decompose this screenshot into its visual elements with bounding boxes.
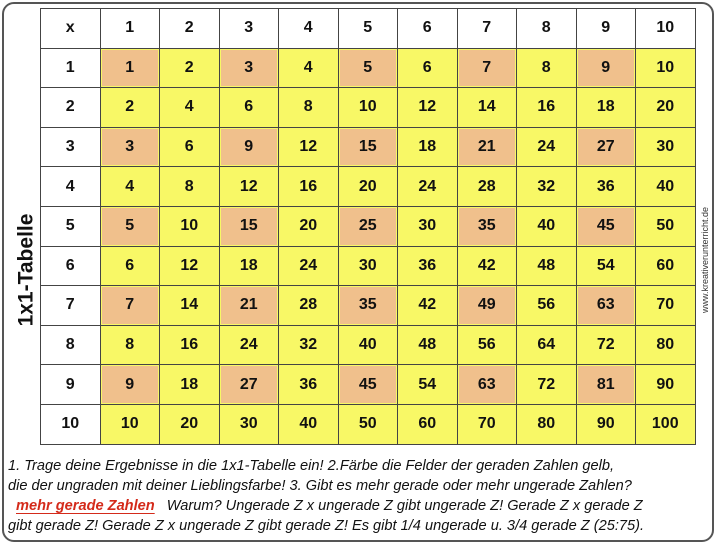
product-value: 42 (418, 296, 437, 314)
product-cell (576, 404, 636, 444)
product-value: 28 (299, 296, 318, 314)
product-cell (636, 246, 696, 286)
product-value: 56 (537, 296, 556, 314)
product-value: 18 (596, 98, 615, 116)
product-cell (517, 325, 577, 365)
product-cell (338, 286, 398, 326)
product-cell (457, 404, 517, 444)
product-cell (576, 325, 636, 365)
product-cell (279, 325, 339, 365)
product-cell (636, 88, 696, 128)
row-header (41, 167, 101, 207)
product-value: 16 (537, 98, 556, 116)
column-header (338, 9, 398, 49)
product-value: 36 (299, 375, 318, 393)
product-value: 80 (656, 336, 675, 354)
product-value: 100 (651, 415, 679, 433)
product-value: 10 (656, 58, 675, 76)
product-value: 10 (120, 415, 139, 433)
product-value: 42 (477, 256, 496, 274)
product-cell (219, 206, 279, 246)
product-value: 90 (656, 375, 675, 393)
product-value: 20 (180, 415, 199, 433)
product-cell (100, 206, 160, 246)
product-value: 72 (537, 375, 556, 393)
table-row (41, 127, 696, 167)
product-value: 2 (184, 58, 194, 76)
product-value: 48 (537, 256, 556, 274)
product-cell (576, 127, 636, 167)
column-header-label: 4 (303, 19, 313, 37)
row-header-label: 5 (65, 217, 75, 235)
product-cell (219, 127, 279, 167)
product-value: 18 (239, 256, 258, 274)
product-cell (160, 127, 220, 167)
product-value: 4 (125, 177, 135, 195)
product-cell (279, 167, 339, 207)
row-header (41, 88, 101, 128)
product-cell (338, 167, 398, 207)
column-header-label: 10 (656, 19, 675, 37)
product-value: 14 (180, 296, 199, 314)
column-header (457, 9, 517, 49)
product-cell (219, 88, 279, 128)
product-value: 16 (299, 177, 318, 195)
product-value: 45 (358, 375, 377, 393)
product-value: 10 (358, 98, 377, 116)
product-value: 40 (358, 336, 377, 354)
row-header (41, 206, 101, 246)
product-value: 70 (656, 296, 675, 314)
instruction-line-2: die der ungraden mit deiner Lieblingsfarbe! 3. Gibt es mehr gerade oder mehr ungerade Zahlen? (8, 478, 632, 494)
row-header (41, 48, 101, 88)
product-value: 54 (596, 256, 615, 274)
product-cell (636, 167, 696, 207)
row-header (41, 286, 101, 326)
product-value: 6 (125, 256, 135, 274)
product-cell (338, 325, 398, 365)
product-value: 90 (596, 415, 615, 433)
product-cell (398, 206, 458, 246)
page-title: 1x1-Tabelle (14, 213, 37, 327)
row-header (41, 325, 101, 365)
instruction-line-3 (8, 496, 710, 516)
product-cell (636, 365, 696, 405)
product-value: 6 (184, 138, 194, 156)
product-cell (338, 365, 398, 405)
answer-text: mehr gerade Zahlen (16, 498, 155, 514)
product-cell (279, 127, 339, 167)
product-cell (160, 167, 220, 207)
product-value: 15 (239, 217, 258, 235)
table-row (41, 325, 696, 365)
product-cell (219, 404, 279, 444)
product-value: 20 (299, 217, 318, 235)
product-value: 60 (418, 415, 437, 433)
product-cell (576, 286, 636, 326)
product-cell (398, 88, 458, 128)
product-cell (160, 88, 220, 128)
multiplication-table (40, 8, 696, 445)
row-header-label: 8 (65, 336, 75, 354)
product-value: 64 (537, 336, 556, 354)
product-cell (457, 88, 517, 128)
column-header-label: 6 (422, 19, 432, 37)
product-value: 27 (596, 138, 615, 156)
product-cell (517, 206, 577, 246)
product-cell (279, 365, 339, 405)
product-value: 9 (601, 58, 611, 76)
product-value: 20 (358, 177, 377, 195)
product-cell (219, 167, 279, 207)
product-cell (398, 325, 458, 365)
product-value: 20 (656, 98, 675, 116)
product-value: 8 (184, 177, 194, 195)
product-cell (636, 127, 696, 167)
product-value: 12 (180, 256, 199, 274)
product-cell (338, 206, 398, 246)
product-cell (219, 365, 279, 405)
row-header-label: 4 (65, 177, 75, 195)
table-row (41, 88, 696, 128)
product-cell (517, 88, 577, 128)
product-value: 18 (418, 138, 437, 156)
product-cell (517, 286, 577, 326)
product-value: 6 (422, 58, 432, 76)
product-value: 5 (363, 58, 373, 76)
product-value: 32 (537, 177, 556, 195)
row-header (41, 127, 101, 167)
product-cell (636, 48, 696, 88)
product-cell (338, 88, 398, 128)
product-value: 48 (418, 336, 437, 354)
product-cell (279, 404, 339, 444)
product-cell (576, 167, 636, 207)
product-value: 63 (477, 375, 496, 393)
table-row (41, 404, 696, 444)
product-value: 4 (303, 58, 313, 76)
product-cell (457, 286, 517, 326)
product-value: 81 (596, 375, 615, 393)
product-cell (457, 167, 517, 207)
product-value: 24 (239, 336, 258, 354)
product-cell (457, 206, 517, 246)
row-header-label: 6 (65, 256, 75, 274)
product-value: 5 (125, 217, 135, 235)
product-value: 21 (239, 296, 258, 314)
product-cell (636, 404, 696, 444)
product-cell (576, 48, 636, 88)
product-cell (100, 48, 160, 88)
product-cell (100, 127, 160, 167)
product-cell (517, 246, 577, 286)
product-cell (517, 127, 577, 167)
product-cell (100, 246, 160, 286)
product-cell (398, 167, 458, 207)
column-header (100, 9, 160, 49)
row-header (41, 365, 101, 405)
product-value: 27 (239, 375, 258, 393)
instruction-line-3-rest: Warum? Ungerade Z x ungerade Z gibt ungerade Z! Gerade Z x gerade Z (166, 498, 643, 514)
product-cell (160, 286, 220, 326)
column-header (398, 9, 458, 49)
product-value: 12 (239, 177, 258, 195)
product-value: 12 (418, 98, 437, 116)
product-value: 16 (180, 336, 199, 354)
product-value: 2 (125, 98, 135, 116)
product-value: 70 (477, 415, 496, 433)
product-value: 21 (477, 138, 496, 156)
table-row (41, 48, 696, 88)
product-value: 36 (596, 177, 615, 195)
row-header-label: 1 (65, 58, 75, 76)
product-cell (398, 246, 458, 286)
product-cell (160, 404, 220, 444)
product-cell (398, 48, 458, 88)
column-header (279, 9, 339, 49)
product-cell (636, 206, 696, 246)
product-cell (100, 325, 160, 365)
product-cell (160, 48, 220, 88)
product-cell (100, 88, 160, 128)
product-value: 28 (477, 177, 496, 195)
product-cell (398, 127, 458, 167)
product-cell (457, 127, 517, 167)
instructions (8, 456, 710, 536)
product-cell (398, 365, 458, 405)
product-cell (279, 206, 339, 246)
row-header-label: 2 (65, 98, 75, 116)
product-value: 24 (299, 256, 318, 274)
product-cell (338, 48, 398, 88)
product-cell (100, 404, 160, 444)
column-header-label: 5 (363, 19, 373, 37)
product-value: 45 (596, 217, 615, 235)
product-cell (457, 365, 517, 405)
product-cell (576, 206, 636, 246)
product-cell (517, 48, 577, 88)
column-header (219, 9, 279, 49)
product-value: 8 (303, 98, 313, 116)
product-cell (279, 48, 339, 88)
product-value: 7 (482, 58, 492, 76)
column-header-label: 7 (482, 19, 492, 37)
product-value: 72 (596, 336, 615, 354)
site-watermark: www.kreativerunterricht.de (700, 206, 711, 314)
row-header-label: 7 (65, 296, 75, 314)
product-cell (338, 404, 398, 444)
product-cell (219, 246, 279, 286)
product-cell (100, 167, 160, 207)
page-title-container (10, 190, 42, 350)
product-value: 18 (180, 375, 199, 393)
product-value: 49 (477, 296, 496, 314)
column-header (636, 9, 696, 49)
product-cell (636, 325, 696, 365)
product-value: 3 (125, 138, 135, 156)
product-cell (636, 286, 696, 326)
column-header-label: 3 (244, 19, 254, 37)
product-cell (160, 365, 220, 405)
product-value: 32 (299, 336, 318, 354)
product-cell (457, 325, 517, 365)
product-value: 8 (541, 58, 551, 76)
instruction-line-1: 1. Trage deine Ergebnisse in die 1x1-Tabelle ein! 2.Färbe die Felder der geraden Zahlen gelb, (8, 458, 615, 474)
table-row (41, 246, 696, 286)
column-header-label: 2 (184, 19, 194, 37)
product-value: 50 (656, 217, 675, 235)
product-cell (398, 404, 458, 444)
site-watermark-container (697, 170, 713, 350)
product-cell (338, 246, 398, 286)
row-header-label: 10 (61, 415, 80, 433)
product-value: 15 (358, 138, 377, 156)
product-value: 6 (244, 98, 254, 116)
product-value: 30 (656, 138, 675, 156)
product-cell (457, 246, 517, 286)
column-header (160, 9, 220, 49)
product-value: 24 (537, 138, 556, 156)
product-value: 3 (244, 58, 254, 76)
table-row (41, 206, 696, 246)
column-header (517, 9, 577, 49)
row-header-label: 9 (65, 375, 75, 393)
product-cell (279, 246, 339, 286)
product-cell (219, 286, 279, 326)
row-header (41, 246, 101, 286)
corner-label: x (65, 19, 75, 37)
column-header (576, 9, 636, 49)
product-value: 80 (537, 415, 556, 433)
product-cell (457, 48, 517, 88)
product-value: 56 (477, 336, 496, 354)
product-cell (517, 404, 577, 444)
column-header-label: 8 (541, 19, 551, 37)
product-cell (576, 246, 636, 286)
product-value: 4 (184, 98, 194, 116)
product-value: 36 (418, 256, 437, 274)
product-value: 9 (244, 138, 254, 156)
product-value: 30 (239, 415, 258, 433)
corner-cell (41, 9, 101, 49)
product-cell (517, 365, 577, 405)
product-value: 60 (656, 256, 675, 274)
product-value: 7 (125, 296, 135, 314)
product-value: 14 (477, 98, 496, 116)
product-value: 8 (125, 336, 135, 354)
product-value: 35 (477, 217, 496, 235)
product-cell (160, 246, 220, 286)
product-value: 40 (299, 415, 318, 433)
product-value: 30 (358, 256, 377, 274)
product-value: 54 (418, 375, 437, 393)
header-row (41, 9, 696, 49)
product-cell (517, 167, 577, 207)
product-cell (279, 286, 339, 326)
instruction-line-4: gibt gerade Z! Gerade Z x ungerade Z gibt gerade Z! Es gibt 1/4 ungerade u. 3/4 gerade Z (25:75). (8, 518, 645, 534)
product-cell (219, 325, 279, 365)
column-header-label: 1 (125, 19, 135, 37)
row-header (41, 404, 101, 444)
product-cell (100, 286, 160, 326)
product-value: 63 (596, 296, 615, 314)
product-cell (160, 325, 220, 365)
product-cell (576, 88, 636, 128)
product-cell (398, 286, 458, 326)
row-header-label: 3 (65, 138, 75, 156)
table-row (41, 365, 696, 405)
product-cell (338, 127, 398, 167)
product-value: 30 (418, 217, 437, 235)
product-value: 40 (537, 217, 556, 235)
product-cell (279, 88, 339, 128)
product-value: 40 (656, 177, 675, 195)
product-value: 50 (358, 415, 377, 433)
product-value: 9 (125, 375, 135, 393)
product-cell (576, 365, 636, 405)
product-value: 24 (418, 177, 437, 195)
product-value: 1 (125, 58, 135, 76)
table-row (41, 167, 696, 207)
product-value: 35 (358, 296, 377, 314)
product-value: 10 (180, 217, 199, 235)
product-value: 25 (358, 217, 377, 235)
table-row (41, 286, 696, 326)
product-cell (100, 365, 160, 405)
product-value: 12 (299, 138, 318, 156)
product-cell (219, 48, 279, 88)
column-header-label: 9 (601, 19, 611, 37)
product-cell (160, 206, 220, 246)
